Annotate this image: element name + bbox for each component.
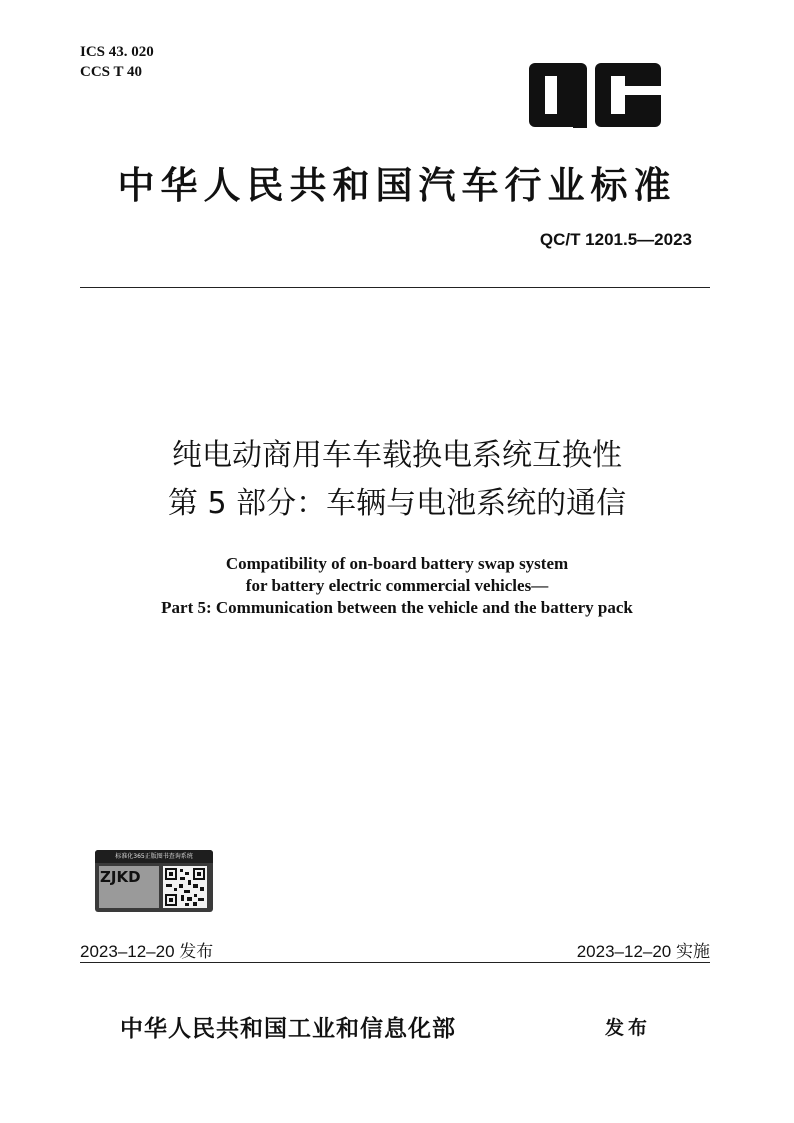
english-title-line-2: for battery electric commercial vehicles— (245, 576, 549, 595)
chinese-title-line-2: 第 5 部分：车辆与电池系统的通信 (167, 486, 627, 521)
english-title-line-3: Part 5: Communication between the vehicle and the battery pack (161, 598, 633, 617)
standard-number: QC/T 1201.5—2023 (539, 230, 692, 249)
stamp-band-text: 标准化365正版图书查询系统 (95, 850, 213, 863)
english-title-line-1: Compatibility of on-board battery swap system (225, 554, 569, 573)
publish-label: 发布 (605, 1017, 652, 1039)
publisher-name: 中华人民共和国工业和信息化部 (120, 1015, 456, 1042)
classification-codes (80, 42, 154, 82)
header-divider (80, 287, 710, 288)
ccs-code: CCS T 40 (80, 64, 142, 80)
chinese-title (40, 432, 754, 528)
qc-logo (527, 62, 662, 129)
footer-divider (80, 962, 710, 963)
qr-code-icon (163, 866, 207, 908)
english-title (40, 553, 754, 619)
chinese-title-line-1: 纯电动商用车车载换电系统互换性 (172, 438, 622, 473)
qc-logo-mark (527, 62, 662, 129)
anti-counterfeit-stamp (95, 850, 213, 912)
issue-date: 2023–12–20 发布 (80, 942, 214, 961)
ics-code: ICS 43. 020 (80, 44, 154, 60)
implementation-date: 2023–12–20 实施 (576, 942, 710, 961)
stamp-brand: ZJKD (100, 868, 141, 886)
standard-category-title: 中华人民共和国汽车行业标准 (117, 163, 677, 207)
